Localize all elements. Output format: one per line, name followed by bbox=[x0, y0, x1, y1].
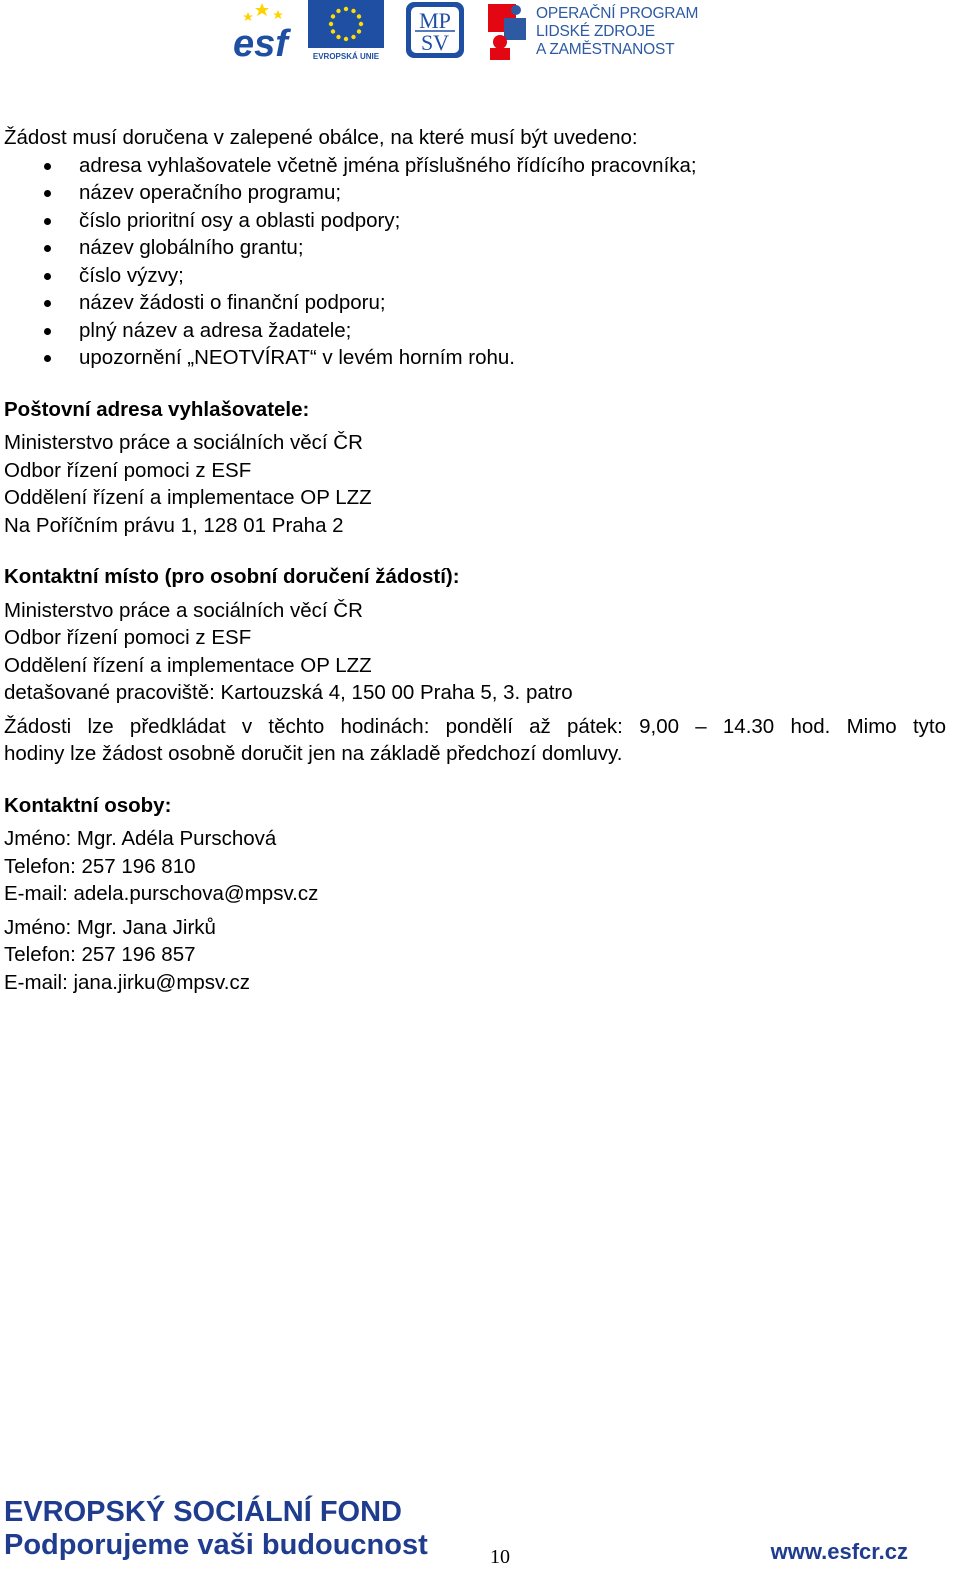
contact-person bbox=[4, 914, 948, 997]
intro-text: Žádost musí doručena v zalepené obálce, na které musí být uvedeno: bbox=[4, 126, 638, 149]
bullet-icon bbox=[44, 245, 51, 252]
footer-slogan-line: Podporujeme vaši budoucnost bbox=[4, 1529, 428, 1561]
bullet-icon bbox=[44, 163, 51, 170]
contact-phone: Telefon: 257 196 857 bbox=[4, 943, 196, 966]
list-item: název žádosti o finanční podporu; bbox=[4, 289, 948, 317]
bullet-icon bbox=[44, 190, 51, 197]
office-hours-line: hodiny lze žádost osobně doručit jen na základě předchozí domluvy. bbox=[4, 742, 623, 765]
esf-logo-text: esf bbox=[233, 23, 288, 62]
bullet-icon bbox=[44, 218, 51, 225]
list-item: adresa vyhlašovatele včetně jména příslušného řídícího pracovníka; bbox=[4, 152, 948, 180]
postal-heading: Poštovní adresa vyhlašovatele: bbox=[4, 397, 310, 421]
postal-line: Na Poříčním právu 1, 128 01 Praha 2 bbox=[4, 513, 344, 537]
svg-text:SV: SV bbox=[420, 30, 450, 55]
contact-email: E-mail: adela.purschova@mpsv.cz bbox=[4, 882, 319, 905]
list-item: číslo výzvy; bbox=[4, 262, 948, 290]
oplzz-logo-line: A ZAMĚSTNANOST bbox=[536, 41, 675, 58]
bullet-icon bbox=[44, 300, 51, 307]
esf-logo bbox=[232, 0, 304, 62]
bullet-icon bbox=[44, 355, 51, 362]
mpsv-logo bbox=[404, 0, 466, 62]
list-item: plný název a adresa žadatele; bbox=[4, 317, 948, 345]
contact-point-line: Odbor řízení pomoci z ESF bbox=[4, 626, 252, 649]
footer-slogan-line: EVROPSKÝ SOCIÁLNÍ FOND bbox=[4, 1496, 402, 1528]
oplzz-emblem-icon bbox=[486, 0, 532, 62]
oplzz-logo-line: LIDSKÉ ZDROJE bbox=[536, 23, 655, 40]
contact-phone: Telefon: 257 196 810 bbox=[4, 854, 196, 878]
list-item: upozornění „NEOTVÍRAT“ v levém horním rohu. bbox=[4, 344, 948, 372]
contacts-heading: Kontaktní osoby: bbox=[4, 793, 172, 817]
eu-flag-logo bbox=[308, 0, 384, 62]
page-number: 10 bbox=[490, 1546, 510, 1568]
requirements-list bbox=[4, 152, 948, 372]
oplzz-logo-line: OPERAČNÍ PROGRAM bbox=[536, 5, 699, 22]
contact-person bbox=[4, 825, 948, 908]
header-logo-bar bbox=[232, 0, 712, 64]
contact-name: Jméno: Mgr. Adéla Purschová bbox=[4, 827, 277, 850]
footer-url: www.esfcr.cz bbox=[770, 1539, 908, 1564]
oplzz-logo bbox=[486, 0, 706, 62]
eu-flag-logo-text: EVROPSKÁ UNIE bbox=[312, 52, 380, 61]
postal-line: Oddělení řízení a implementace OP LZZ bbox=[4, 486, 372, 509]
list-item: číslo prioritní osy a oblasti podpory; bbox=[4, 207, 948, 235]
bullet-icon bbox=[44, 328, 51, 335]
contact-name: Jméno: Mgr. Jana Jirků bbox=[4, 915, 216, 939]
postal-line: Ministerstvo práce a sociálních věcí ČR bbox=[4, 431, 363, 454]
bullet-icon bbox=[44, 273, 51, 280]
list-item: název operačního programu; bbox=[4, 179, 948, 207]
contact-point-line: detašované pracoviště: Kartouzská 4, 150 00 Praha 5, 3. patro bbox=[4, 681, 573, 704]
office-hours-line: Žádosti lze předkládat v těchto hodinách: pondělí až pátek: 9,00 – 14.30 hod. Mimo tyto bbox=[4, 714, 946, 738]
contact-point-line: Ministerstvo práce a sociálních věcí ČR bbox=[4, 598, 363, 622]
document-body bbox=[4, 124, 948, 996]
contact-point-line: Oddělení řízení a implementace OP LZZ bbox=[4, 653, 372, 677]
footer-slogan bbox=[4, 1496, 428, 1562]
svg-text:MP: MP bbox=[419, 8, 451, 33]
postal-line: Odbor řízení pomoci z ESF bbox=[4, 458, 252, 482]
oplzz-logo-text bbox=[536, 5, 698, 59]
list-item: název globálního grantu; bbox=[4, 234, 948, 262]
contact-point-heading: Kontaktní místo (pro osobní doručení žádostí): bbox=[4, 565, 460, 588]
contact-email: E-mail: jana.jirku@mpsv.cz bbox=[4, 970, 250, 994]
office-hours-text bbox=[4, 713, 946, 768]
